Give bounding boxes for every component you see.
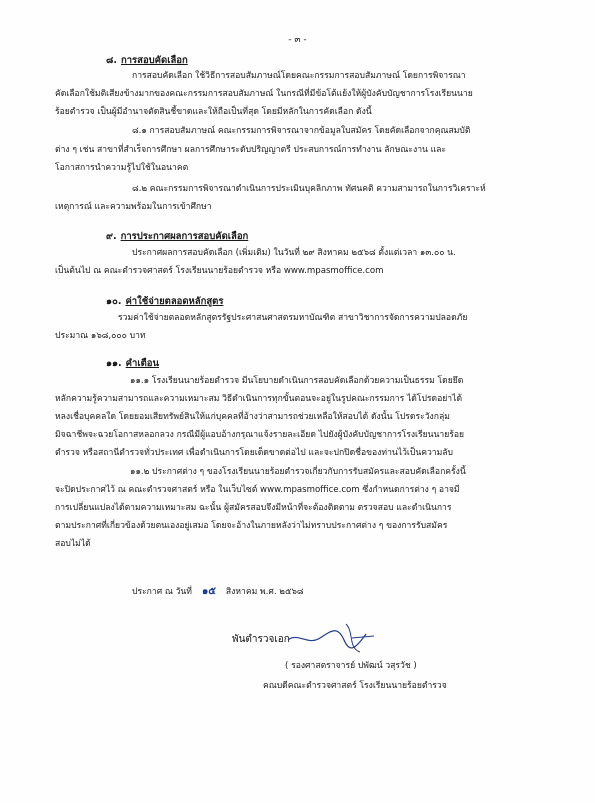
handwritten-signature bbox=[228, 618, 378, 658]
signatory-position: คณบดีคณะตำรวจศาสตร์ โรงเรียนนายร้อยตำรวจ bbox=[263, 681, 447, 691]
section-9-heading bbox=[106, 229, 248, 244]
paragraph-line: โอกาสการนำความรู้ไปใช้ในอนาคต bbox=[55, 163, 189, 173]
section-title: การสอบคัดเลือก bbox=[120, 55, 188, 66]
paragraph-line: ๑๑.๑ โรงเรียนนายร้อยตำรวจ มีนโยบายดำเนินการสอบคัดเลือกด้วยความเป็นธรรม โดยยึด bbox=[130, 376, 464, 386]
paragraph-line: ๘.๒ คณะกรรมการพิจารณาดำเนินการประเมินบุคลิกภาพ ทัศนคติ ความสามารถในการวิเคราะห์ bbox=[132, 184, 486, 194]
paragraph-line: ประมาณ ๑๖๘,๐๐๐ บาท bbox=[55, 331, 146, 341]
paragraph-line: รวมค่าใช้จ่ายตลอดหลักสูตรรัฐประศาสนศาสตรมหาบัณฑิต สาขาวิชาการจัดการความปลอดภัย bbox=[118, 313, 468, 323]
announcement-date bbox=[132, 584, 304, 599]
paragraph-line: จะปิดประกาศไว้ ณ คณะตำรวจศาสตร์ หรือ ในเว็บไซต์ www.mpasmoffice.com ซึ่งกำหนดการต่าง ๆ อาจมี bbox=[55, 485, 460, 495]
section-number: ๙. bbox=[106, 231, 117, 242]
paragraph-line: ๑๑.๒ ประกาศต่าง ๆ ของโรงเรียนนายร้อยตำรวจเกี่ยวกับการรับสมัครและสอบคัดเลือกครั้งนี้ bbox=[130, 467, 466, 477]
paragraph-line: ต่าง ๆ เช่น สาขาที่สำเร็จการศึกษา ผลการศึกษาระดับปริญญาตรี ประสบการณ์การทำงาน ลักษณะงาน และ bbox=[55, 145, 447, 155]
page-number: - ๓ - bbox=[288, 35, 307, 45]
section-title: ค่าใช้จ่ายตลอดหลักสูตร bbox=[125, 296, 224, 307]
paragraph-line: หลักความรู้ความสามารถและความเหมาะสม วิธีดำเนินการทุกขั้นตอนจะอยู่ในรูปคณะกรรมการ ได้โปรดอย่าได้ bbox=[55, 394, 463, 404]
section-title: การประกาศผลการสอบคัดเลือก bbox=[120, 231, 249, 242]
section-number: ๑๑. bbox=[106, 358, 122, 369]
paragraph-line: ๘.๑ การสอบสัมภาษณ์ คณะกรรมการพิจารณาจากข้อมูลใบสมัคร โดยคัดเลือกจากคุณสมบัติ bbox=[132, 126, 471, 136]
signature-rank-text: พันตำรวจเอก bbox=[232, 634, 290, 645]
paragraph-line: ประกาศผลการสอบคัดเลือก (เพิ่มเติม) ในวันที่ ๒๙ สิงหาคม ๒๕๖๘ ตั้งแต่เวลา ๑๓.๐๐ น. bbox=[132, 248, 456, 258]
paragraph-line: ตามประกาศที่เกี่ยวข้องด้วยตนเองอยู่เสมอ โดยจะอ้างในภายหลังว่าไม่ทราบประกาศต่าง ๆ ของการรับสมัคร bbox=[55, 521, 448, 531]
announcement-prefix: ประกาศ ณ วันที่ bbox=[132, 587, 192, 597]
section-10-heading bbox=[106, 294, 223, 309]
paragraph-line: หลงเชื่อบุคคลใด โดยยอมเสียทรัพย์สินให้แก่บุคคลที่อ้างว่าสามารถช่วยเหลือให้สอบได้ ดังนั้น โปรดระวังกลุ่ม bbox=[55, 412, 450, 422]
section-number: ๑๐. bbox=[106, 296, 122, 307]
paragraph-line: มิจฉาชีพจะฉวยโอกาสหลอกลวง กรณีมีผู้แอบอ้างกรุณาแจ้งรายละเอียด ไปยังผู้บังคับบัญชาการโรงเรียนนายร้อย bbox=[55, 430, 465, 440]
section-title: คำเตือน bbox=[125, 358, 159, 369]
paragraph-line: ร้อยตำรวจ เป็นผู้มีอำนาจตัดสินชี้ขาดและให้ถือเป็นที่สุด โดยมีหลักในการคัดเลือก ดังนี้ bbox=[55, 107, 372, 117]
section-11-heading bbox=[106, 356, 159, 371]
signatory-name: ( รองศาสตราจารย์ ปพัฒน์ วสุรวัช ) bbox=[285, 661, 417, 671]
paragraph-line: สอบไม่ได้ bbox=[55, 539, 91, 549]
paragraph-line: ตำรวจ หรือสถานีตำรวจทั่วประเทศ เพื่อดำเนินการโดยเด็ดขาดต่อไป และจะปกปิดชื่อของท่านไว้เป็นความลับ bbox=[55, 448, 453, 458]
paragraph-line: เป็นต้นไป ณ คณะตำรวจศาสตร์ โรงเรียนนายร้อยตำรวจ หรือ www.mpasmoffice.com bbox=[55, 266, 384, 276]
paragraph-line: คัดเลือกใช้มติเสียงข้างมากของคณะกรรมการสอบสัมภาษณ์ ในกรณีที่มีข้อโต้แย้งให้ผู้บังคับบัญชาการโรงเรียนนาย bbox=[55, 89, 473, 99]
paragraph-line: เหตุการณ์ และความพร้อมในการเข้าศึกษา bbox=[55, 202, 212, 212]
paragraph-line: การเปลี่ยนแปลงได้ตามความเหมาะสม ฉะนั้น ผู้สมัครสอบจึงมีหน้าที่จะต้องติดตาม ตรวจสอบ และดำเนินการ bbox=[55, 503, 452, 513]
announcement-month-year: สิงหาคม พ.ศ. ๒๕๖๘ bbox=[225, 587, 304, 597]
section-number: ๘. bbox=[106, 55, 117, 66]
paragraph-line: การสอบคัดเลือก ใช้วิธีการสอบสัมภาษณ์โดยคณะกรรมการสอบสัมภาษณ์ โดยการพิจารณา bbox=[132, 71, 466, 81]
announcement-day: ๑๕ bbox=[201, 586, 216, 597]
signature-stroke bbox=[288, 631, 366, 648]
section-8-heading bbox=[106, 53, 188, 68]
